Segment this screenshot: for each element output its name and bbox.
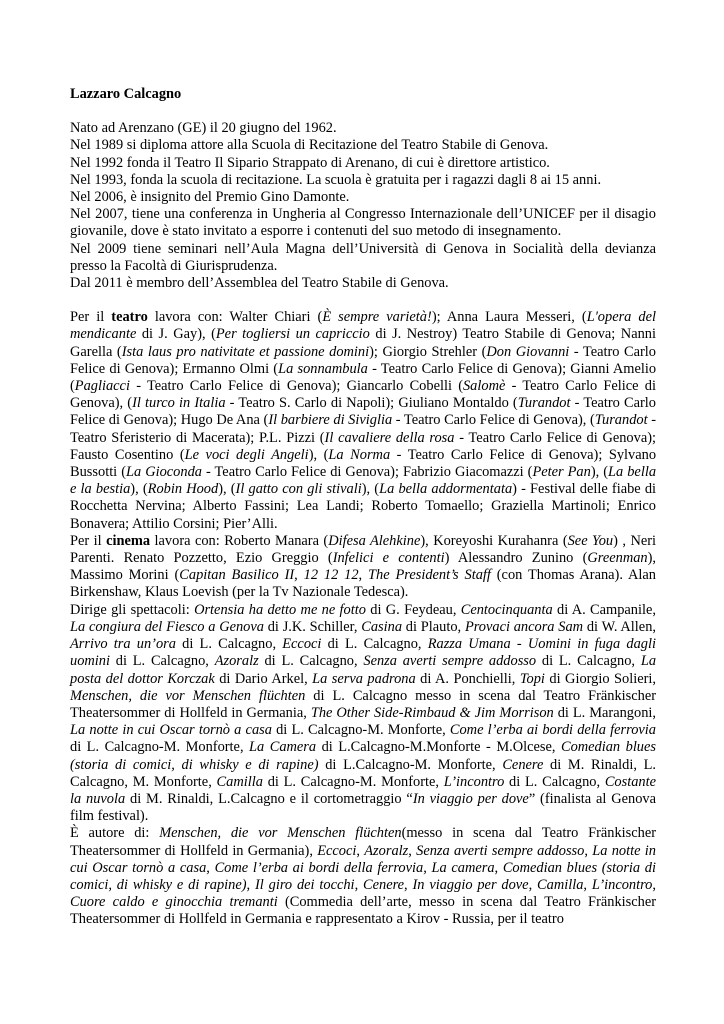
- bio-line-6: Nel 2007, tiene una conferenza in Ungheria al Congresso Internazionale dell’UNICEF per il disagio giovanile, dove è stato invitato a esporre i contenuti del suo metodo di insegnamento.: [70, 206, 656, 240]
- bio-line-3: Nel 1992 fonda il Teatro Il Sipario Strappato di Arenano, di cui è direttore artistico.: [70, 154, 550, 171]
- page-title: Lazzaro Calcagno: [70, 86, 182, 102]
- bio-line-7: Nel 2009 tiene seminari nell’Aula Magna dell’Università di Genova in Socialità della devianza presso la Facoltà di Giurisprudenza.: [70, 240, 656, 274]
- bio-line-8: Dal 2011 è membro dell’Assemblea del Teatro Stabile di Genova.: [70, 275, 449, 292]
- paragraph-spacer: [70, 292, 656, 309]
- cinema-paragraph: Per il cinema lavora con: Roberto Manara (Difesa Alehkine), Koreyoshi Kurahanra (See You) , Neri Parenti. Renato Pozzetto, Ezio Greggio (Infelici e contenti) Alessandro Zunino (Greenman), Massimo Morini (Capitan Basilico II, 12 12 12, The President’s Staff (con Thomas Arana). Alan Birkenshaw, Klaus Loevish (per la Tv Nazionale Tedesca).: [70, 532, 657, 601]
- teatro-paragraph: Per il teatro lavora con: Walter Chiari (È sempre varietà!); Anna Laura Messeri, (L'opera del mendicante di J. Gay), (Per togliersi un capriccio di J. Nestroy) Teatro Stabile di Genova; Nanni Garella (Ista laus pro nativitate et passione domini); Giorgio Strehler (Don Giovanni - Teatro Carlo Felice di Genova); Ermanno Olmi (La sonnambula - Teatro Carlo Felice di Genova); Gianni Amelio (Pagliacci - Teatro Carlo Felice di Genova); Giancarlo Cobelli (Salomè - Teatro Carlo Felice di Genova), (Il turco in Italia - Teatro S. Carlo di Napoli); Giuliano Montaldo (Turandot - Teatro Carlo Felice di Genova); Hugo De Ana (Il barbiere di Siviglia - Teatro Carlo Felice di Genova), (Turandot - Teatro Sferisterio di Macerata); P.L. Pizzi (Il cavaliere della rosa - Teatro Carlo Felice di Genova); Fausto Cosentino (Le voci degli Angeli), (La Norma - Teatro Carlo Felice di Genova); Sylvano Bussotti (La Gioconda - Teatro Carlo Felice di Genova); Fabrizio Giacomazzi (Peter Pan), (La bella e la bestia), (Robin Hood), (Il gatto con gli stivali), (La bella addormentata) - Festival delle fiabe di Rocchetta Nervina; Alberto Fassini; Lea Landi; Roberto Tomaello; Graziella Martinoli; Enrico Bonavera; Attilio Corsini; Pier’Alli.: [70, 309, 657, 532]
- bio-line-1: Nato ad Arenzano (GE) il 20 giugno del 1962.: [70, 120, 337, 137]
- spettacoli-paragraph: Dirige gli spettacoli: Ortensia ha detto me ne fotto di G. Feydeau, Centocinquanta di A. Campanile, La congiura del Fiesco a Genova di J.K. Schiller, Casina di Plauto, Provaci ancora Sam di W. Allen, Arrivo tra un’ora di L. Calcagno, Eccoci di L. Calcagno, Razza Umana - Uomini in fuga dagli uomini di L. Calcagno, Azoralz di L. Calcagno, Senza averti sempre addosso di L. Calcagno, La posta del dottor Korczak di Dario Arkel, La serva padrona di A. Ponchielli, Topi di Giorgio Solieri, Menschen, die vor Menschen flüchten di L. Calcagno messo in scena dal Teatro Fränkischer Theatersommer di Hollfeld in Germania, The Other Side-Rimbaud & Jim Morrison di L. Marangoni, La notte in cui Oscar tornò a casa di L. Calcagno-M. Monforte, Come l’erba ai bordi della ferrovia di L. Calcagno-M. Monforte, La Camera di L.Calcagno-M.Monforte - M.Olcese, Comedian blues (storia di comici, di whisky e di rapine) di L.Calcagno-M. Monforte, Cenere di M. Rinaldi, L. Calcagno, M. Monforte, Camilla di L. Calcagno-M. Monforte, L’incontro di L. Calcagno, Costante la nuvola di M. Rinaldi, L.Calcagno e il cortometraggio “In viaggio per dove” (finalista al Genova film festival).: [70, 601, 657, 825]
- bio-line-2: Nel 1989 si diploma attore alla Scuola di Recitazione del Teatro Stabile di Genova.: [70, 137, 549, 154]
- document-page: [70, 86, 656, 929]
- bio-line-4: Nel 1993, fonda la scuola di recitazione. La scuola è gratuita per i ragazzi dagli 8 ai 15 anni.: [70, 171, 602, 188]
- bio-line-5: Nel 2006, è insignito del Premio Gino Damonte.: [70, 189, 350, 206]
- autore-paragraph: È autore di: Menschen, die vor Menschen flüchten(messo in scena dal Teatro Fränkischer Theatersommer di Hollfeld in Germania), Eccoci, Azoralz, Senza averti sempre addosso, La notte in cui Oscar tornò a casa, Come l’erba ai bordi della ferrovia, La camera, Comedian blues (storia di comici, di whisky e di rapine), Il giro dei tocchi, Cenere, In viaggio per dove, Camilla, L’incontro, Cuore caldo e ginocchia tremanti (Commedia dell’arte, messo in scena dal Teatro Fränkischer Theatersommer di Hollfeld in Germania e rappresentato a Kirov - Russia, per il teatro: [70, 825, 657, 928]
